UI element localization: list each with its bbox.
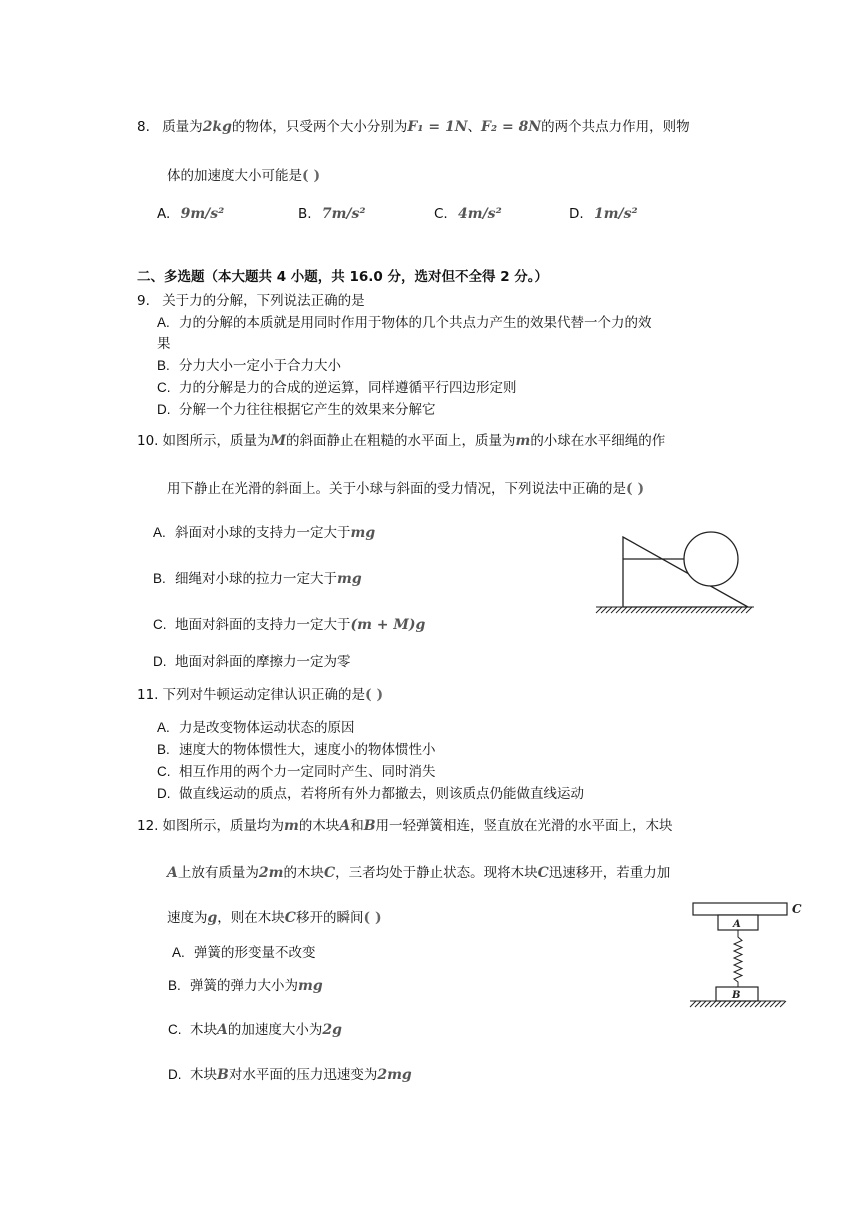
q8-line2: 体的加速度大小可能是( ) — [167, 168, 321, 184]
q8-option-b: B. 7m/s² — [298, 206, 366, 222]
hatch-line — [741, 607, 747, 613]
q8-line1: 8. 质量为2kg的物体，只受两个大小分别为F₁ = 1N、F₂ = 8N的两个共点力作用，则物 — [137, 119, 690, 135]
q12-line1: 12. 如图所示，质量均为m的木块A和B用一轻弹簧相连，竖直放在光滑的水平面上，木块 — [137, 818, 673, 834]
hatch-line — [736, 607, 742, 613]
q8-option-d: D. 1m/s² — [569, 206, 638, 222]
label-a: A — [733, 919, 741, 930]
hatch-line — [626, 607, 632, 613]
hatch-line — [706, 607, 712, 613]
hatch-line — [780, 1001, 786, 1007]
hatch-line — [691, 607, 697, 613]
hatch-line — [730, 1001, 736, 1007]
q10-option-c: C. 地面对斜面的支持力一定大于(m + M)g — [153, 617, 426, 633]
hatch-line — [735, 1001, 741, 1007]
q11-option-b: B. 速度大的物体惯性大，速度小的物体惯性小 — [157, 742, 436, 758]
label-c: C — [792, 902, 802, 916]
hatch-line — [711, 607, 717, 613]
answer-paren: ( ) — [363, 910, 382, 926]
hatch-line — [731, 607, 737, 613]
spring — [734, 930, 742, 987]
ball — [684, 532, 738, 586]
q12-option-b: B. 弹簧的弹力大小为mg — [168, 978, 323, 994]
hatch-line — [746, 607, 752, 613]
hatch-line — [690, 1001, 696, 1007]
q10-option-d: D. 地面对斜面的摩擦力一定为零 — [153, 654, 351, 670]
hatch-line — [720, 1001, 726, 1007]
hatch-line — [775, 1001, 781, 1007]
hatch-line — [656, 607, 662, 613]
ground-hatch — [596, 607, 754, 613]
hatch-line — [621, 607, 627, 613]
hatch-line — [636, 607, 642, 613]
hatch-line — [755, 1001, 761, 1007]
q11-stem: 11. 下列对牛顿运动定律认识正确的是( ) — [137, 687, 384, 703]
hatch-line — [616, 607, 622, 613]
q11-option-c: C. 相互作用的两个力一定同时产生、同时消失 — [157, 764, 436, 780]
hatch-line — [705, 1001, 711, 1007]
hatch-line — [641, 607, 647, 613]
answer-paren: ( ) — [364, 687, 384, 703]
hatch-line — [646, 607, 652, 613]
hatch-line — [631, 607, 637, 613]
q12-line2: A上放有质量为2m的木块C，三者均处于静止状态。现将木块C迅速移开，若重力加 — [167, 865, 671, 881]
q10-line2: 用下静止在光滑的斜面上。关于小球与斜面的受力情况，下列说法中正确的是( ) — [167, 481, 645, 497]
hatch-line — [695, 1001, 701, 1007]
hatch-line — [601, 607, 607, 613]
hatch-line — [726, 607, 732, 613]
q9-stem: 9. 关于力的分解，下列说法正确的是 — [137, 293, 365, 309]
hatch-line — [700, 1001, 706, 1007]
hatch-line — [750, 1001, 756, 1007]
block-c — [693, 903, 787, 915]
label-b: B — [732, 990, 741, 1001]
math-f1: F₁ = 1N — [407, 119, 468, 135]
q11-option-a: A. 力是改变物体运动状态的原因 — [157, 720, 355, 736]
q9-option-d: D. 分解一个力往往根据它产生的效果来分解它 — [157, 402, 436, 418]
hatch-line — [721, 607, 727, 613]
hatch-line — [725, 1001, 731, 1007]
hatch-line — [676, 607, 682, 613]
hatch-line — [666, 607, 672, 613]
hatch-line — [765, 1001, 771, 1007]
q12-option-c: C. 木块A的加速度大小为2g — [168, 1022, 342, 1038]
q12-option-d: D. 木块B对水平面的压力迅速变为2mg — [168, 1067, 412, 1083]
hatch-line — [686, 607, 692, 613]
hatch-line — [661, 607, 667, 613]
q9-option-a: A. 力的分解的本质就是用同时作用于物体的几个共点力产生的效果代替一个力的效 — [157, 315, 652, 331]
hatch-line — [671, 607, 677, 613]
hatch-line — [770, 1001, 776, 1007]
hatch-line — [651, 607, 657, 613]
hatch-line — [760, 1001, 766, 1007]
spring-figure — [685, 897, 810, 1012]
q8-number: 8. — [137, 119, 150, 135]
hatch-line — [710, 1001, 716, 1007]
hatch-line — [715, 1001, 721, 1007]
section-title: 二、多选题（本大题共 4 小题，共 16.0 分，选对但不全得 2 分。） — [137, 269, 549, 285]
hatch-line — [701, 607, 707, 613]
hatch-line — [716, 607, 722, 613]
q9-option-c: C. 力的分解是力的合成的逆运算，同样遵循平行四边形定则 — [157, 380, 517, 396]
q11-option-d: D. 做直线运动的质点，若将所有外力都撤去，则该质点仍能做直线运动 — [157, 786, 584, 802]
hatch-line — [606, 607, 612, 613]
hatch-line — [696, 607, 702, 613]
q10-option-b: B. 细绳对小球的拉力一定大于mg — [153, 571, 362, 587]
hatch-line — [611, 607, 617, 613]
hatch-line — [745, 1001, 751, 1007]
q8-option-c: C. 4m/s² — [434, 206, 502, 222]
q9-option-a-cont: 果 — [157, 336, 171, 352]
q9-option-b: B. 分力大小一定小于合力大小 — [157, 358, 341, 374]
math-f2: F₂ = 8N — [481, 119, 542, 135]
q12-line3: 速度为g，则在木块C移开的瞬间( ) — [167, 910, 382, 926]
answer-paren: ( ) — [302, 168, 321, 184]
incline-figure — [590, 530, 760, 622]
q8-option-a: A. 9m/s² — [157, 206, 225, 222]
q12-option-a: A. 弹簧的形变量不改变 — [172, 945, 316, 961]
q10-line1: 10. 如图所示，质量为M的斜面静止在粗糙的水平面上，质量为m的小球在水平细绳的作 — [137, 433, 666, 449]
hatch-line — [596, 607, 602, 613]
answer-paren: ( ) — [626, 481, 645, 497]
hatch-line — [681, 607, 687, 613]
math-mass: 2kg — [202, 119, 232, 135]
q10-option-a: A. 斜面对小球的支持力一定大于mg — [153, 525, 376, 541]
hatch-line — [740, 1001, 746, 1007]
